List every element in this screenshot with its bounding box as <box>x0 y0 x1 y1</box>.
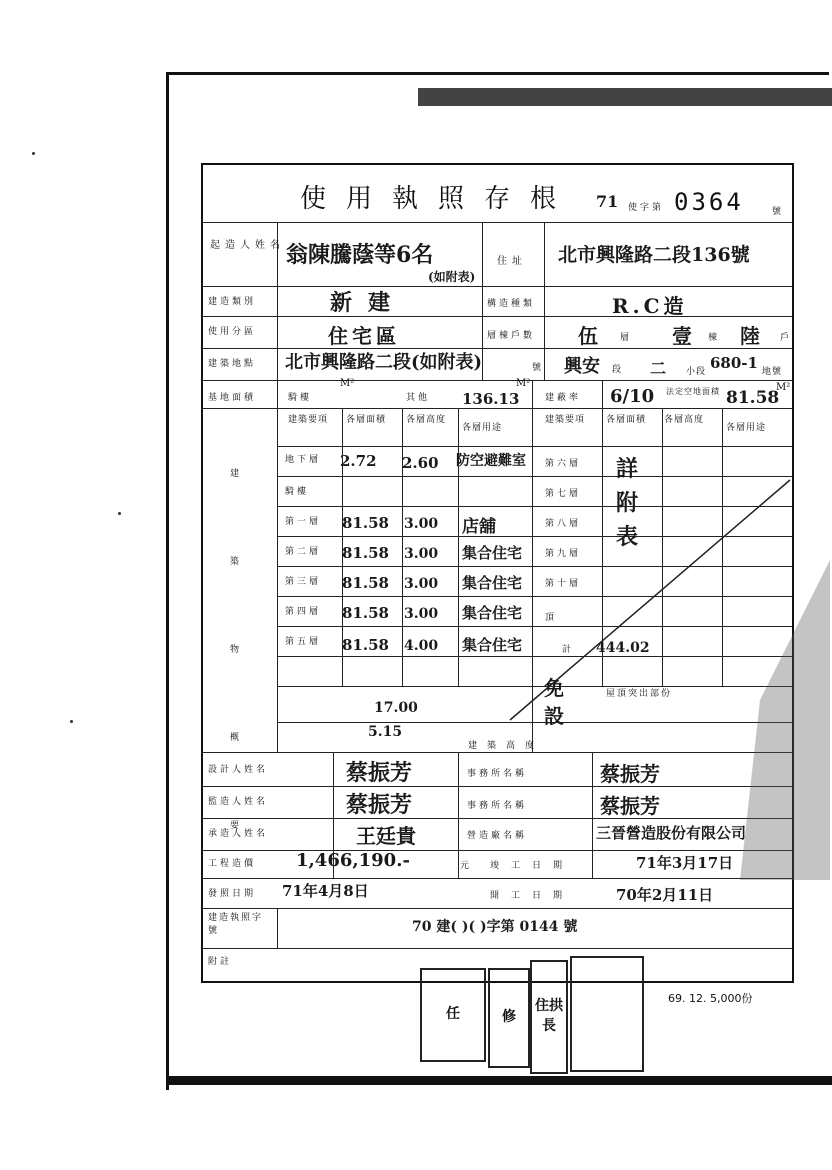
value-buildings: 壹 <box>672 324 692 348</box>
label-issue-date: 發照日期 <box>208 889 257 899</box>
label-build-category: 建造類別 <box>208 297 257 307</box>
value-floor-height: 3.00 <box>404 546 439 562</box>
label-supervisor-office: 事務所名稱 <box>467 801 528 811</box>
label-designer-office: 事務所名稱 <box>467 769 528 779</box>
value-floor-use: 集合住宅 <box>462 544 523 562</box>
label-permit-no: 建造執照字號 <box>208 913 264 936</box>
label-address: 住址 <box>497 256 527 267</box>
value-lot: 680-1 <box>710 354 758 372</box>
label-builder-name: 起造人姓名 <box>210 240 285 251</box>
floor-label: 第一層 <box>285 517 322 527</box>
value-builder-note: (如附表) <box>428 270 476 284</box>
unit-building: 棟 <box>708 333 721 343</box>
value-floors: 伍 <box>578 324 598 348</box>
value-use-zone: 住宅區 <box>328 324 400 348</box>
label-total: 計 <box>562 645 575 655</box>
value-company: 三晉營造股份有限公司 <box>596 824 747 842</box>
value-location: 北市興隆路二段(如附表) <box>285 352 483 373</box>
label-floor-item: 建築要項 <box>288 415 329 425</box>
label-roof-projection: 屋頂突出部份 <box>606 689 673 699</box>
value-cost: 1,466,190.- <box>296 850 410 871</box>
value-height-total: 17.00 <box>374 700 418 716</box>
label-floor-area: 各層面積 <box>346 415 387 425</box>
value-issue: 71年4月8日 <box>282 882 369 900</box>
value-households: 陸 <box>740 324 760 348</box>
floor-label: 第二層 <box>285 547 322 557</box>
value-floor-use: 集合住宅 <box>462 636 523 654</box>
value-other-area: 136.13 <box>462 390 520 408</box>
value-coverage: 6/10 <box>610 386 655 407</box>
value-structure: R.C造 <box>612 294 688 318</box>
label-floor-height: 各層高度 <box>406 415 447 425</box>
approval-stamp-blank <box>570 956 644 1072</box>
value-floor-use: 集合住宅 <box>462 574 523 592</box>
unit-section: 段 <box>612 365 625 375</box>
value-floor-use: 店舖 <box>462 517 496 537</box>
floor-label: 第三層 <box>285 577 322 587</box>
value-basement-area: 2.72 <box>340 452 377 470</box>
unit-m2: M² <box>340 378 355 389</box>
print-footnote: 69. 12. 5,000份 <box>668 992 753 1005</box>
permit-number: 0364 <box>674 188 744 216</box>
label-floors-units: 層棟戶數 <box>487 331 536 341</box>
floor-label: 第四層 <box>285 607 322 617</box>
value-supervisor-office: 蔡振芳 <box>600 794 660 818</box>
value-floor-height: 4.00 <box>404 638 439 654</box>
scan-top-strip <box>418 88 832 106</box>
value-start: 70年2月11日 <box>616 886 714 904</box>
approval-stamp: 任 <box>420 968 486 1062</box>
unit-m2: M² <box>776 382 791 393</box>
floor-label: 騎樓 <box>285 487 310 497</box>
value-designer-office: 蔡振芳 <box>600 762 660 786</box>
label-floor-item-right: 建築要項 <box>545 415 586 425</box>
label-supervisor: 監造人姓名 <box>208 797 269 807</box>
unit-lot: 地號 <box>762 367 783 377</box>
floor-label: 第七層 <box>545 489 582 499</box>
value-floor-height: 3.00 <box>404 606 439 622</box>
scan-speck <box>32 152 35 155</box>
unit-household: 戶 <box>780 333 793 343</box>
label-arcade: 騎樓 <box>288 393 313 403</box>
value-basement-height: 2.60 <box>402 454 439 472</box>
value-floor-use: 集合住宅 <box>462 604 523 622</box>
floor-label: 第六層 <box>545 459 582 469</box>
scan-speck <box>70 720 73 723</box>
value-basement-use: 防空避難室 <box>456 453 526 469</box>
label-floor-use-right: 各層用途 <box>726 423 767 433</box>
permit-suffix: 號 <box>772 207 785 217</box>
approval-stamp: 修 <box>488 968 530 1068</box>
value-builder: 翁陳騰蔭等6名 <box>286 242 434 268</box>
label-start-date: 開工日期 <box>490 891 575 901</box>
value-height-sub: 5.15 <box>368 724 403 740</box>
floor-label: 第八層 <box>545 519 582 529</box>
unit-m2: M² <box>516 378 531 389</box>
value-completion: 71年3月17日 <box>636 854 734 872</box>
label-other: 其他 <box>406 393 431 403</box>
value-floor-area: 81.58 <box>342 574 389 592</box>
floor-label: 第十層 <box>545 579 582 589</box>
unit-floor: 層 <box>620 333 633 343</box>
label-contractor: 承造人姓名 <box>208 829 269 839</box>
label-site-location: 建築地點 <box>208 359 257 369</box>
label-floor-use: 各層用途 <box>462 423 503 433</box>
torn-corner-shading <box>740 560 830 880</box>
unit-number: 號 <box>532 363 545 373</box>
label-coverage: 建蔽率 <box>545 393 582 403</box>
value-contractor: 王廷貴 <box>356 824 416 848</box>
floor-label: 第五層 <box>285 637 322 647</box>
label-cost: 工程造價 <box>208 859 257 869</box>
label-designer: 設計人姓名 <box>208 765 269 775</box>
value-floor-area: 81.58 <box>342 636 389 654</box>
label-site-area: 基地面積 <box>208 393 257 403</box>
floor-label: 頂 <box>545 613 558 623</box>
value-floor-area: 81.58 <box>342 514 389 532</box>
label-yuan: 元 <box>460 861 473 871</box>
label-floor-height-right: 各層高度 <box>664 415 705 425</box>
scan-speck <box>118 512 121 515</box>
permit-year: 71 <box>596 192 619 211</box>
value-subsection: 二 <box>650 359 667 378</box>
label-structure: 構造種類 <box>487 299 536 309</box>
label-building-height: 建築高度 <box>468 741 545 751</box>
label-building-overview: 建築物概要 <box>230 469 243 831</box>
value-section: 興安 <box>564 356 600 377</box>
form-title: 使用執照存根 <box>300 184 577 214</box>
floor-label: 地下層 <box>285 455 322 465</box>
value-build-category: 新建 <box>330 290 407 316</box>
value-floor-height: 3.00 <box>404 516 439 532</box>
label-notes: 附註 <box>208 957 233 967</box>
value-inner-outer: 免設 <box>544 676 564 728</box>
label-completion: 竣工日期 <box>490 861 575 871</box>
label-company: 營造廠名稱 <box>467 831 528 841</box>
label-legal-vacant: 法定空地面積 <box>666 387 720 396</box>
value-total-area: 444.02 <box>596 640 650 656</box>
scan-bottom-strip <box>166 1076 832 1085</box>
label-use-zone: 使用分區 <box>208 327 257 337</box>
value-annotation: 詳附表 <box>616 456 639 550</box>
value-vacant-area: 81.58 <box>726 388 780 408</box>
value-floor-area: 81.58 <box>342 604 389 622</box>
unit-subsection: 小段 <box>686 367 707 377</box>
value-designer: 蔡振芳 <box>346 760 413 786</box>
label-floor-area-right: 各層面積 <box>606 415 647 425</box>
permit-prefix: 使字第 <box>628 203 665 213</box>
value-address: 北市興隆路二段136號 <box>558 244 750 266</box>
value-supervisor: 蔡振芳 <box>346 792 413 818</box>
value-floor-area: 81.58 <box>342 544 389 562</box>
value-permit: 70 建( )( )字第 0144 號 <box>412 919 578 935</box>
floor-label: 第九層 <box>545 549 582 559</box>
approval-stamp: 住拱長 <box>530 960 568 1074</box>
value-floor-height: 3.00 <box>404 576 439 592</box>
